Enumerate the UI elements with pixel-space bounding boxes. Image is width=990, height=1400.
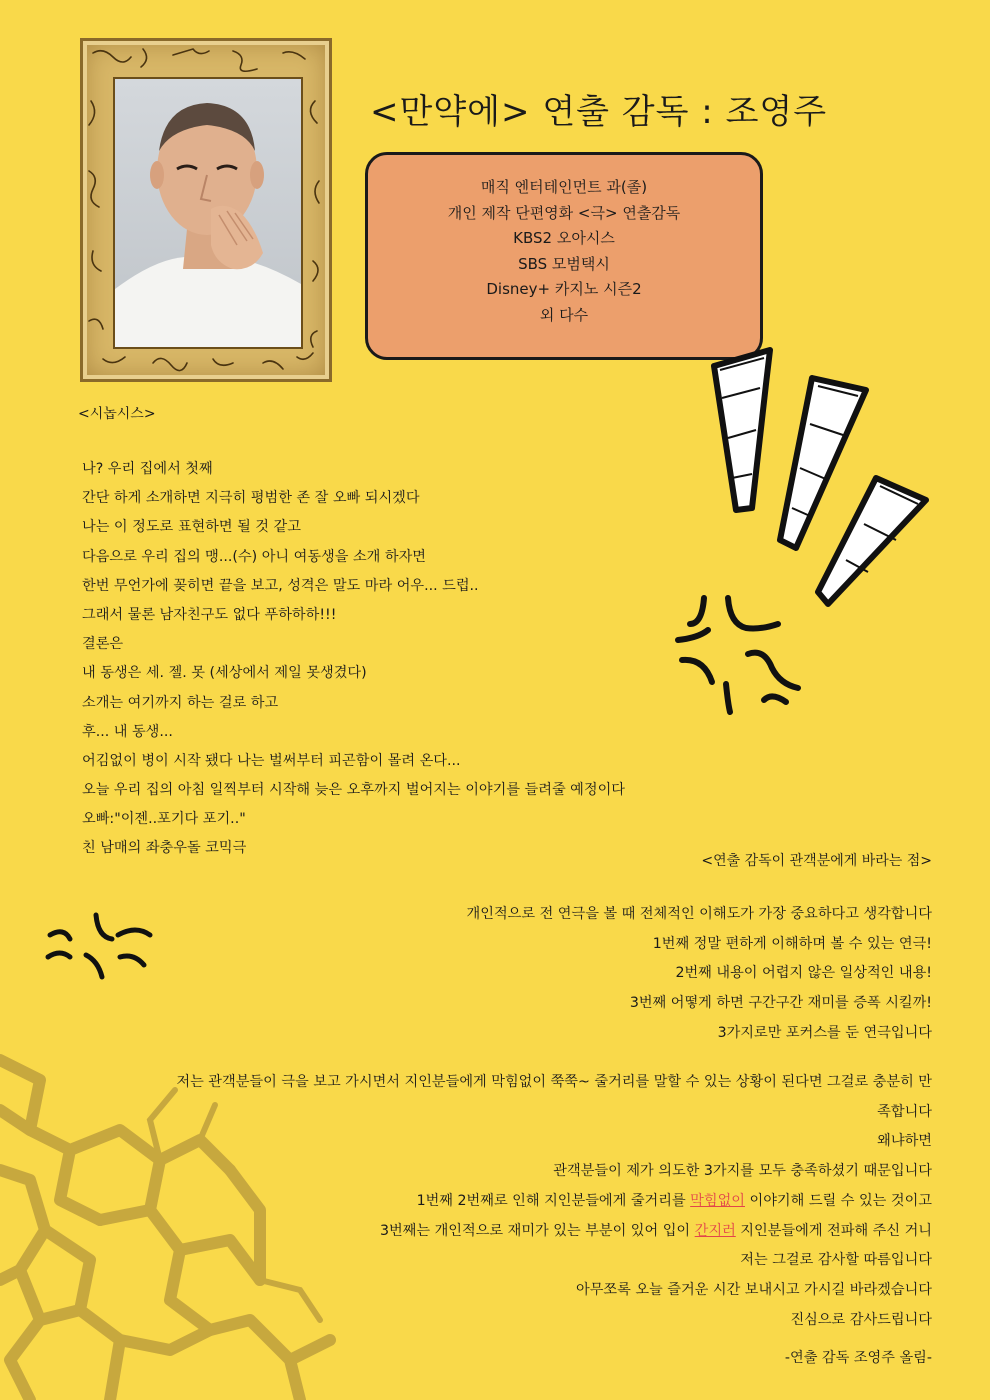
synopsis-line: 결론은 [82,636,124,653]
message-text: 1번째 2번째로 인해 지인분들에게 줄거리를 [416,1192,691,1209]
message-text: 지인분들에게 전파해 주신 거니 [735,1222,932,1239]
synopsis-line: 나? 우리 집에서 첫째 [82,461,213,477]
director-portrait-photo [113,77,303,349]
message-line: 저는 그걸로 감사할 따름입니다 [740,1252,932,1269]
synopsis-line: 오빠:"이젠..포기다 포기.." [82,811,246,828]
director-wish-body [467,900,932,1049]
message-line: 진심으로 감사드립니다 [790,1311,932,1328]
bio-line: SBS 모범택시 [518,254,610,273]
synopsis-line: 나는 이 정도로 표현하면 될 것 같고 [82,519,301,536]
bio-line: Disney+ 카지노 시즌2 [486,280,642,298]
wish-line: 개인적으로 전 연극을 볼 때 전체적인 이해도가 가장 중요하다고 생각합니다 [466,906,932,922]
bio-line: KBS2 오아시스 [513,229,615,247]
message-line [176,1217,932,1247]
synopsis-line: 내 동생은 세. 젤. 못 (세상에서 제일 못생겼다) [82,665,367,682]
bio-line: 외 다수 [539,305,589,324]
message-line: 왜냐하면 [877,1133,932,1150]
synopsis-line: 다음으로 우리 집의 맹...(수) 아니 여동생을 소개 하자면 [82,548,426,565]
page-title: <만약에> 연출 감독 : 조영주 [370,92,828,132]
synopsis-line: 소개는 여기까지 하는 걸로 하고 [82,694,279,711]
message-line [176,1187,932,1217]
message-text: 이야기해 드릴 수 있는 것이고 [744,1192,932,1209]
exclamation-burst-icon [700,328,940,618]
message-line: 저는 관객분들이 극을 보고 가시면서 지인분들에게 막힘없이 쭉쭉~ 줄거리를 말할 수 있는 상황이 된다면 그걸로 충분히 만 [176,1074,932,1090]
signoff: -연출 감독 조영주 올림- [784,1350,932,1366]
message-text: 3번째는 개인적으로 재미가 있는 부분이 있어 입이 [379,1222,695,1239]
bio-line: 매직 엔터테인먼트 과(졸) [480,178,648,196]
synopsis-line: 어김없이 병이 시작 됐다 나는 벌써부터 피곤함이 몰려 온다... [82,753,461,770]
synopsis-tagline: 친 남매의 좌충우돌 코믹극 [82,840,247,856]
director-wish-heading: <연출 감독이 관객분에게 바라는 점> [701,853,932,869]
synopsis-line: 간단 하게 소개하면 지극히 평범한 존 잘 오빠 되시겠다 [82,490,420,507]
anger-mark-icon [40,905,160,985]
synopsis-body [82,455,625,835]
wish-line: 3번째 어떻게 하면 구간구간 재미를 증폭 시킬까! [629,995,932,1012]
synopsis-line: 그래서 물론 남자친구도 없다 푸하하하!!! [82,607,337,624]
anger-mark-icon [668,584,808,724]
highlight-text: 간지러 [694,1222,736,1239]
synopsis-heading: <시놉시스> [78,406,156,422]
message-line: 아무쪼록 오늘 즐거운 시간 보내시고 가시길 바라겠습니다 [576,1281,932,1298]
synopsis-line: 오늘 우리 집의 아침 일찍부터 시작해 늦은 오후까지 벌어지는 이야기를 들려줄 예정이다 [82,782,625,799]
synopsis-line: 한번 무언가에 꽂히면 끝을 보고, 성격은 말도 마라 어우... 드럽.. [82,577,479,594]
bio-line: 개인 제작 단편영화 <극> 연출감독 [447,203,681,222]
message-line: 족합니다 [877,1103,932,1120]
wish-line: 1번째 정말 편하게 이해하며 볼 수 있는 연극! [652,935,932,952]
highlight-text: 막힘없이 [690,1192,745,1209]
closing-message [176,1068,932,1335]
wish-line: 2번째 내용이 어렵지 않은 일상적인 내용! [675,965,932,982]
wish-line: 3가지로만 포커스를 둔 연극입니다 [717,1024,932,1041]
message-line: 관객분들이 제가 의도한 3가지를 모두 충족하셨기 때문입니다 [553,1163,932,1180]
portrait-frame [80,38,332,382]
synopsis-line: 후... 내 동생... [82,723,173,740]
